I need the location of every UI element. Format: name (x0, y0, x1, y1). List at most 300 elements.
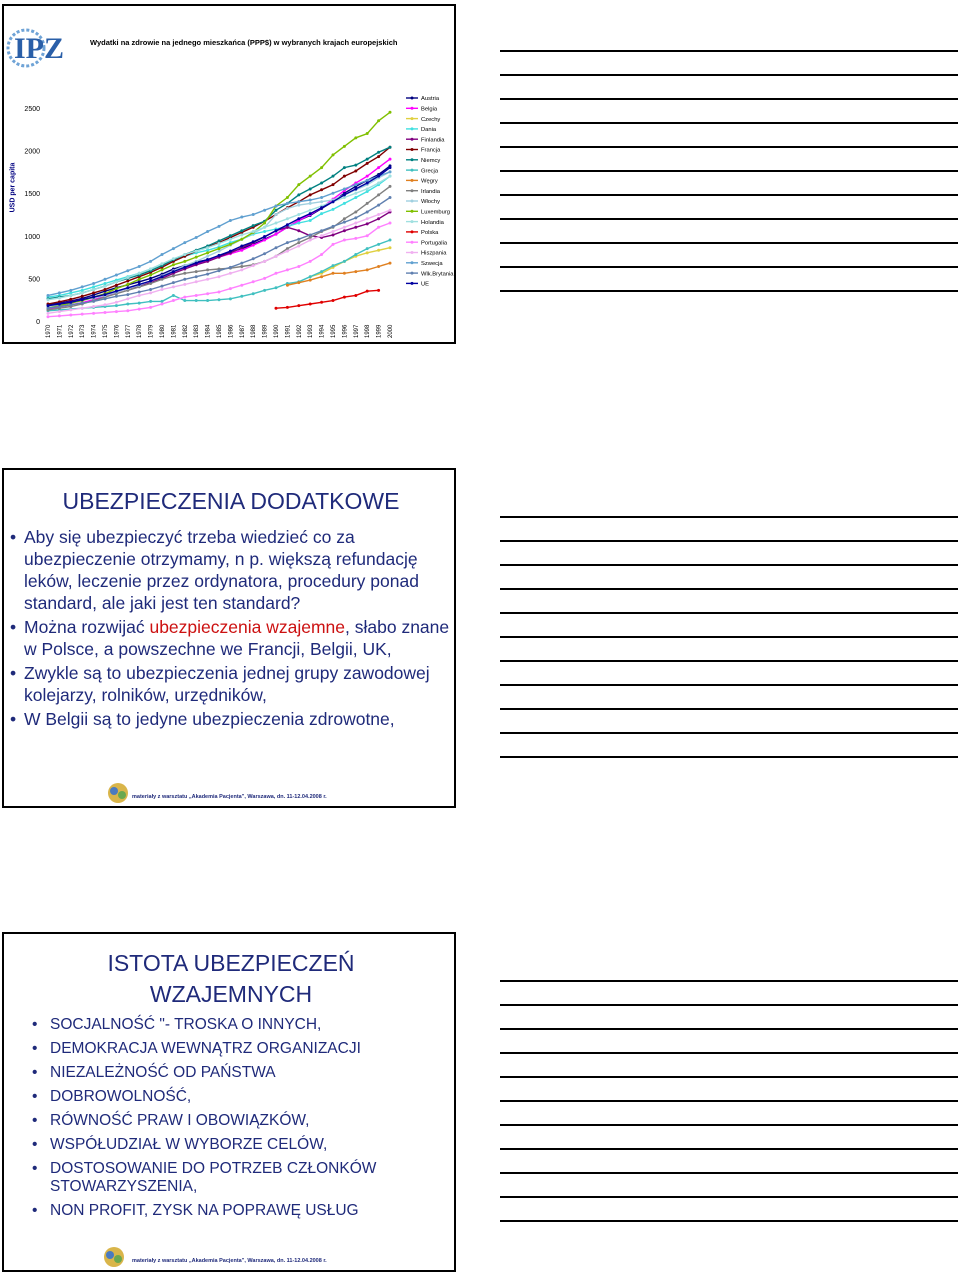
data-point (172, 285, 175, 288)
data-point (354, 222, 357, 225)
data-point (206, 299, 209, 302)
data-point (377, 193, 380, 196)
x-tick-label: 1999 (376, 324, 383, 338)
data-point (389, 239, 392, 242)
legend-marker (411, 189, 414, 192)
data-point (263, 209, 266, 212)
data-point (138, 294, 141, 297)
note-line (500, 1028, 958, 1030)
data-point (275, 229, 278, 232)
data-point (229, 272, 232, 275)
data-point (366, 181, 369, 184)
data-point (161, 300, 164, 303)
note-line (500, 980, 958, 982)
data-point (366, 158, 369, 161)
data-point (366, 268, 369, 271)
data-point (229, 297, 232, 300)
data-point (240, 233, 243, 236)
bullet-item: • NON PROFIT, ZYSK NA POPRAWĘ USŁUG (30, 1202, 450, 1220)
data-point (92, 305, 95, 308)
legend-marker (411, 230, 414, 233)
data-point (366, 187, 369, 190)
data-point (149, 277, 152, 280)
legend-label: Polska (421, 230, 439, 237)
data-point (81, 289, 84, 292)
x-tick-label: 1975 (103, 324, 109, 338)
data-point (343, 217, 346, 220)
data-point (240, 262, 243, 265)
data-point (354, 196, 357, 199)
bullet-list (30, 1016, 450, 1226)
slide-title: UBEZPIECZENIA DODATKOWE (62, 488, 400, 514)
data-point (126, 269, 129, 272)
legend-marker (411, 148, 414, 151)
x-tick-label: 1995 (331, 324, 337, 338)
legend-marker (411, 169, 414, 172)
data-point (126, 283, 129, 286)
data-point (377, 249, 380, 252)
legend-label: Grecja (421, 168, 439, 175)
data-point (297, 200, 300, 203)
data-point (252, 213, 255, 216)
note-line (500, 170, 958, 172)
footer-logo-icon (100, 1246, 128, 1268)
data-point (161, 285, 164, 288)
legend-label: UE (421, 281, 430, 288)
data-point (206, 292, 209, 295)
data-point (183, 260, 186, 263)
bullet-item: • RÓWNOŚĆ PRAW I OBOWIĄZKÓW, (30, 1112, 450, 1130)
data-point (297, 238, 300, 241)
line-chart (4, 6, 454, 342)
legend-label: Holandia (421, 219, 444, 226)
logo-lettering: IPZ (14, 32, 65, 65)
data-point (275, 246, 278, 249)
slide-title: ISTOTA UBEZPIECZEŃ WZAJEMNYCH (107, 950, 355, 1007)
data-point (309, 193, 312, 196)
x-tick-label: 1974 (91, 324, 98, 338)
x-tick-label: 1986 (228, 324, 235, 338)
note-line (500, 540, 958, 542)
data-point (183, 299, 186, 302)
data-point (92, 312, 95, 315)
data-point (252, 224, 255, 227)
data-point (58, 291, 61, 294)
data-point (354, 136, 357, 139)
data-point (104, 288, 107, 291)
y-tick-label: 0 (36, 319, 40, 326)
data-point (69, 291, 72, 294)
data-point (343, 226, 346, 229)
data-point (309, 199, 312, 202)
y-tick-label: 1000 (24, 233, 40, 241)
data-point (275, 209, 278, 212)
data-point (332, 233, 335, 236)
legend-marker (411, 97, 414, 100)
data-point (389, 246, 392, 249)
data-point (377, 155, 380, 158)
data-point (229, 238, 232, 241)
data-point (218, 225, 221, 228)
data-point (320, 166, 323, 169)
data-point (92, 282, 95, 285)
data-point (138, 278, 141, 281)
data-point (240, 216, 243, 219)
data-point (115, 310, 118, 313)
data-point (309, 175, 312, 178)
data-point (47, 294, 50, 297)
data-point (343, 145, 346, 148)
series-line (287, 263, 390, 285)
data-point (104, 285, 107, 288)
x-tick-label: 1979 (148, 324, 155, 338)
data-point (172, 247, 175, 250)
legend-marker (411, 282, 414, 285)
data-point (161, 288, 164, 291)
y-tick-label: 1500 (24, 191, 40, 199)
legend-marker (411, 117, 414, 120)
data-point (195, 275, 198, 278)
data-point (206, 278, 209, 281)
data-point (309, 212, 312, 215)
x-tick-label: 1983 (194, 324, 201, 338)
legend-marker (411, 241, 414, 244)
legend-marker (411, 107, 414, 110)
x-tick-label: 1980 (160, 324, 166, 338)
footer-logo-icon (104, 782, 132, 804)
data-point (92, 300, 95, 303)
legend-marker (411, 127, 414, 130)
data-point (320, 181, 323, 184)
data-point (377, 181, 380, 184)
data-point (389, 175, 392, 178)
data-point (320, 212, 323, 215)
x-tick-label: 1992 (296, 324, 303, 338)
data-point (218, 254, 221, 257)
legend-label: Dania (421, 127, 437, 134)
legend-label: Wlk.Brytania (421, 271, 454, 278)
data-point (366, 290, 369, 293)
data-point (286, 223, 289, 226)
data-point (138, 272, 141, 275)
data-point (343, 175, 346, 178)
note-line (500, 218, 958, 220)
note-line (500, 612, 958, 614)
data-point (115, 273, 118, 276)
data-point (183, 272, 186, 275)
data-point (354, 270, 357, 273)
bullet-item (8, 708, 454, 730)
data-point (354, 253, 357, 256)
data-point (92, 288, 95, 291)
x-tick-label: 1985 (217, 324, 223, 338)
data-point (320, 301, 323, 304)
data-point (332, 175, 335, 178)
data-point (263, 252, 266, 255)
data-point (377, 213, 380, 216)
legend-label: Luxemburg (421, 209, 451, 216)
data-point (343, 296, 346, 299)
note-line (500, 516, 958, 518)
bullet-item: • NIEZALEŻNOŚĆ OD PAŃSTWA (30, 1064, 450, 1082)
bullet-item: • DEMOKRACJA WEWNĄTRZ ORGANIZACJI (30, 1040, 450, 1058)
data-point (240, 268, 243, 271)
data-point (297, 204, 300, 207)
data-point (389, 262, 392, 265)
data-point (229, 219, 232, 222)
note-line (500, 1124, 958, 1126)
slide-chart (2, 4, 456, 344)
data-point (377, 151, 380, 154)
data-point (366, 210, 369, 213)
note-line (500, 1172, 958, 1174)
data-point (377, 289, 380, 292)
bullet-list (8, 526, 454, 732)
data-point (332, 208, 335, 211)
legend-marker (411, 179, 414, 182)
data-point (263, 277, 266, 280)
note-line (500, 708, 958, 710)
data-point (229, 250, 232, 253)
data-point (161, 275, 164, 278)
data-point (252, 240, 255, 243)
data-point (172, 281, 175, 284)
data-point (149, 268, 152, 271)
data-point (161, 302, 164, 305)
data-point (366, 251, 369, 254)
data-point (297, 304, 300, 307)
data-point (309, 202, 312, 205)
note-line (500, 1220, 958, 1222)
data-point (275, 213, 278, 216)
data-point (69, 314, 72, 317)
y-tick-label: 2500 (24, 106, 40, 113)
data-point (332, 153, 335, 156)
data-point (104, 311, 107, 314)
data-point (377, 226, 380, 229)
data-point (343, 229, 346, 232)
data-point (126, 293, 129, 296)
data-point (275, 204, 278, 207)
legend-marker (411, 251, 414, 254)
data-point (309, 236, 312, 239)
data-point (389, 111, 392, 114)
x-tick-label: 1971 (57, 324, 64, 338)
legend-label: Portugalia (421, 240, 448, 247)
data-point (332, 299, 335, 302)
data-point (332, 243, 335, 246)
y-tick-label: 2000 (24, 148, 40, 156)
data-point (354, 237, 357, 240)
data-point (263, 235, 266, 238)
data-point (172, 270, 175, 273)
note-line (500, 1196, 958, 1198)
series-line (48, 159, 390, 309)
data-point (309, 233, 312, 236)
data-point (240, 238, 243, 241)
note-line (500, 636, 958, 638)
data-point (115, 280, 118, 283)
data-point (343, 196, 346, 199)
data-point (286, 306, 289, 309)
data-point (206, 255, 209, 258)
data-point (377, 265, 380, 268)
data-point (183, 278, 186, 281)
data-point (366, 162, 369, 165)
data-point (115, 290, 118, 293)
data-point (389, 196, 392, 199)
x-tick-label: 1988 (251, 324, 258, 338)
data-point (115, 287, 118, 290)
data-point (195, 280, 198, 283)
data-point (47, 315, 50, 318)
note-line (500, 290, 958, 292)
data-point (183, 296, 186, 299)
data-point (320, 200, 323, 203)
data-point (263, 289, 266, 292)
data-point (195, 236, 198, 239)
data-point (92, 296, 95, 299)
data-point (286, 207, 289, 210)
data-point (126, 276, 129, 279)
data-point (354, 294, 357, 297)
data-point (286, 241, 289, 244)
x-tick-label: 1990 (274, 324, 280, 338)
data-point (320, 206, 323, 209)
x-tick-label: 1993 (308, 324, 315, 338)
data-point (286, 268, 289, 271)
data-point (115, 295, 118, 298)
data-point (320, 229, 323, 232)
data-point (195, 270, 198, 273)
data-point (366, 247, 369, 250)
note-line (500, 660, 958, 662)
note-line (500, 756, 958, 758)
note-line (500, 684, 958, 686)
series-line (48, 166, 390, 305)
data-point (81, 313, 84, 316)
note-line (500, 1100, 958, 1102)
data-point (69, 298, 72, 301)
data-point (263, 226, 266, 229)
data-point (172, 257, 175, 260)
data-point (297, 183, 300, 186)
data-point (69, 289, 72, 292)
x-tick-label: 1976 (114, 324, 121, 338)
data-point (286, 202, 289, 205)
bullet-item: • WSPÓŁUDZIAŁ W WYBORZE CELÓW, (30, 1136, 450, 1154)
x-tick-label: 1998 (365, 324, 372, 338)
data-point (195, 262, 198, 265)
data-point (69, 308, 72, 311)
chart-title: Wydatki na zdrowie na jednego mieszkańca (PPP$) w wybranych krajach europejskich (90, 38, 398, 47)
data-point (69, 301, 72, 304)
data-point (366, 217, 369, 220)
bullet-text: Aby się ubezpieczyć trzeba wiedzieć co za ubezpieczenie otrzymamy, n p. większą refundację leków, leczenie przez ordynatora, procedury ponad standard, ale jaki jest ten standard? (24, 527, 419, 613)
data-point (275, 255, 278, 258)
data-point (275, 307, 278, 310)
x-tick-label: 1982 (182, 324, 189, 338)
data-point (297, 245, 300, 248)
data-point (263, 239, 266, 242)
data-point (126, 302, 129, 305)
data-point (240, 229, 243, 232)
data-point (47, 304, 50, 307)
data-point (161, 268, 164, 271)
data-point (377, 204, 380, 207)
legend-marker (411, 272, 414, 275)
data-point (389, 222, 392, 225)
legend-label: Węgry (421, 178, 438, 185)
data-point (366, 202, 369, 205)
data-point (195, 256, 198, 259)
data-point (218, 275, 221, 278)
data-point (309, 275, 312, 278)
note-line (500, 1052, 958, 1054)
data-point (172, 263, 175, 266)
data-point (377, 119, 380, 122)
series-line (48, 172, 390, 307)
data-point (354, 164, 357, 167)
note-line (500, 1148, 958, 1150)
note-line (500, 588, 958, 590)
data-point (297, 281, 300, 284)
data-point (286, 196, 289, 199)
data-point (377, 217, 380, 220)
data-point (354, 192, 357, 195)
data-point (309, 279, 312, 282)
legend-marker (411, 210, 414, 213)
data-point (297, 222, 300, 225)
data-point (47, 312, 50, 315)
bullet-item (8, 616, 454, 660)
data-point (218, 242, 221, 245)
data-point (104, 282, 107, 285)
legend-label: Francja (421, 147, 441, 154)
data-point (183, 266, 186, 269)
data-point (343, 202, 346, 205)
note-line (500, 1076, 958, 1078)
legend-label: Włochy (421, 199, 441, 206)
data-point (332, 230, 335, 233)
data-point (206, 273, 209, 276)
slide-footer: materiały z warsztatu „Akademia Pacjenta", Warszawa, dn. 11-12.04.2008 r. (132, 1258, 327, 1264)
legend-marker (411, 200, 414, 203)
data-point (195, 250, 198, 253)
data-point (138, 283, 141, 286)
legend-label: Niemcy (421, 158, 441, 164)
data-point (92, 291, 95, 294)
data-point (366, 179, 369, 182)
data-point (332, 225, 335, 228)
bullet-item (8, 526, 454, 614)
bullet-item: • SOCJALNOŚĆ "- TROSKA O INNYCH, (30, 1016, 450, 1034)
data-point (58, 296, 61, 299)
data-point (195, 299, 198, 302)
legend-label: Belgia (421, 106, 438, 113)
data-point (343, 187, 346, 190)
x-tick-label: 1973 (80, 324, 87, 338)
legend-label: Szwecja (421, 261, 443, 267)
data-point (149, 260, 152, 263)
data-point (377, 175, 380, 178)
data-point (81, 291, 84, 294)
legend-label: Austria (421, 96, 440, 103)
legend-marker (411, 138, 414, 141)
data-point (229, 287, 232, 290)
data-point (81, 302, 84, 305)
data-point (309, 260, 312, 263)
